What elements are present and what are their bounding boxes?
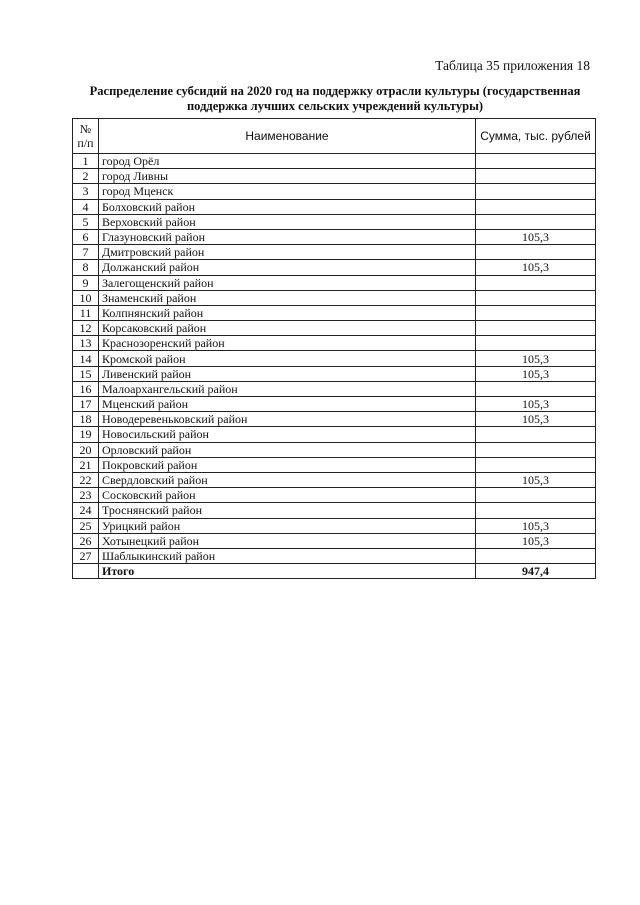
table-row [73, 503, 596, 518]
table-row [73, 533, 596, 548]
row-name: Урицкий район [98, 518, 475, 533]
row-number: 1 [73, 154, 99, 169]
column-header-number-line-1: № [79, 122, 92, 136]
row-number: 23 [73, 488, 99, 503]
row-name: Хотынецкий район [98, 533, 475, 548]
document-title [70, 84, 600, 114]
table-row [73, 548, 596, 563]
table-row [73, 472, 596, 487]
row-number: 9 [73, 275, 99, 290]
document-title-line-2: поддержка лучших сельских учреждений культуры) [186, 99, 483, 113]
row-sum [476, 427, 596, 442]
row-sum [476, 488, 596, 503]
column-header-number [73, 119, 99, 154]
document-title-line-1: Распределение субсидий на 2020 год на поддержку отрасли культуры (государственная [89, 84, 581, 98]
row-name: Троснянский район [98, 503, 475, 518]
row-name: город Орёл [98, 154, 475, 169]
row-number: 11 [73, 305, 99, 320]
row-sum: 105,3 [476, 397, 596, 412]
table-row [73, 245, 596, 260]
row-number: 20 [73, 442, 99, 457]
row-sum [476, 214, 596, 229]
row-name: Краснозоренский район [98, 336, 475, 351]
row-number: 16 [73, 381, 99, 396]
column-header-sum: Сумма, тыс. рублей [476, 119, 596, 154]
row-number: 18 [73, 412, 99, 427]
total-row [73, 564, 596, 579]
row-number: 14 [73, 351, 99, 366]
row-name: Колпнянский район [98, 305, 475, 320]
total-sum: 947,4 [476, 564, 596, 579]
row-name: Орловский район [98, 442, 475, 457]
row-name: Верховский район [98, 214, 475, 229]
row-number: 2 [73, 169, 99, 184]
row-number: 3 [73, 184, 99, 199]
row-sum [476, 336, 596, 351]
row-number: 24 [73, 503, 99, 518]
table-row [73, 199, 596, 214]
row-sum [476, 199, 596, 214]
row-name: Залегощенский район [98, 275, 475, 290]
table-row [73, 457, 596, 472]
row-number: 26 [73, 533, 99, 548]
row-number: 6 [73, 229, 99, 244]
row-name: Покровский район [98, 457, 475, 472]
row-name: Мценский район [98, 397, 475, 412]
table-row [73, 214, 596, 229]
row-number: 17 [73, 397, 99, 412]
table-row [73, 290, 596, 305]
table-row [73, 275, 596, 290]
table-row [73, 229, 596, 244]
table-row [73, 184, 596, 199]
table-body [73, 154, 596, 564]
table-row [73, 412, 596, 427]
table-reference: Таблица 35 приложения 18 [435, 58, 590, 73]
row-sum: 105,3 [476, 366, 596, 381]
row-number: 19 [73, 427, 99, 442]
table-row [73, 381, 596, 396]
row-sum [476, 169, 596, 184]
row-sum [476, 184, 596, 199]
table-row [73, 488, 596, 503]
table-row [73, 260, 596, 275]
row-sum: 105,3 [476, 260, 596, 275]
row-sum [476, 275, 596, 290]
total-row-number [73, 564, 99, 579]
column-header-name: Наименование [98, 119, 475, 154]
row-name: Малоархангельский район [98, 381, 475, 396]
row-name: Шаблыкинский район [98, 548, 475, 563]
row-sum [476, 321, 596, 336]
row-sum [476, 154, 596, 169]
row-name: город Мценск [98, 184, 475, 199]
row-name: город Ливны [98, 169, 475, 184]
row-name: Болховский район [98, 199, 475, 214]
table-row [73, 321, 596, 336]
row-sum [476, 457, 596, 472]
column-header-number-line-2: п/п [77, 136, 94, 150]
table-row [73, 366, 596, 381]
row-name: Кромской район [98, 351, 475, 366]
row-name: Сосковский район [98, 488, 475, 503]
row-number: 4 [73, 199, 99, 214]
row-sum: 105,3 [476, 412, 596, 427]
table-row [73, 169, 596, 184]
row-sum [476, 442, 596, 457]
table-row [73, 397, 596, 412]
row-sum [476, 305, 596, 320]
row-name: Ливенский район [98, 366, 475, 381]
row-sum [476, 503, 596, 518]
row-number: 7 [73, 245, 99, 260]
row-number: 12 [73, 321, 99, 336]
row-sum [476, 381, 596, 396]
table-row [73, 154, 596, 169]
row-sum [476, 290, 596, 305]
row-sum [476, 245, 596, 260]
row-name: Должанский район [98, 260, 475, 275]
total-label: Итого [98, 564, 475, 579]
subsidy-table [72, 118, 596, 579]
table-row [73, 427, 596, 442]
row-sum: 105,3 [476, 229, 596, 244]
table-row [73, 442, 596, 457]
row-number: 27 [73, 548, 99, 563]
table-header-row [73, 119, 596, 154]
row-name: Глазуновский район [98, 229, 475, 244]
row-number: 5 [73, 214, 99, 229]
row-sum: 105,3 [476, 533, 596, 548]
table-row [73, 305, 596, 320]
row-number: 10 [73, 290, 99, 305]
row-sum: 105,3 [476, 351, 596, 366]
row-name: Знаменский район [98, 290, 475, 305]
table-row [73, 518, 596, 533]
row-number: 13 [73, 336, 99, 351]
row-name: Свердловский район [98, 472, 475, 487]
row-number: 15 [73, 366, 99, 381]
row-sum: 105,3 [476, 472, 596, 487]
table-row [73, 336, 596, 351]
row-number: 22 [73, 472, 99, 487]
row-sum: 105,3 [476, 518, 596, 533]
row-name: Дмитровский район [98, 245, 475, 260]
row-number: 21 [73, 457, 99, 472]
row-number: 8 [73, 260, 99, 275]
row-name: Корсаковский район [98, 321, 475, 336]
row-sum [476, 548, 596, 563]
row-number: 25 [73, 518, 99, 533]
row-name: Новодеревеньковский район [98, 412, 475, 427]
table-row [73, 351, 596, 366]
row-name: Новосильский район [98, 427, 475, 442]
